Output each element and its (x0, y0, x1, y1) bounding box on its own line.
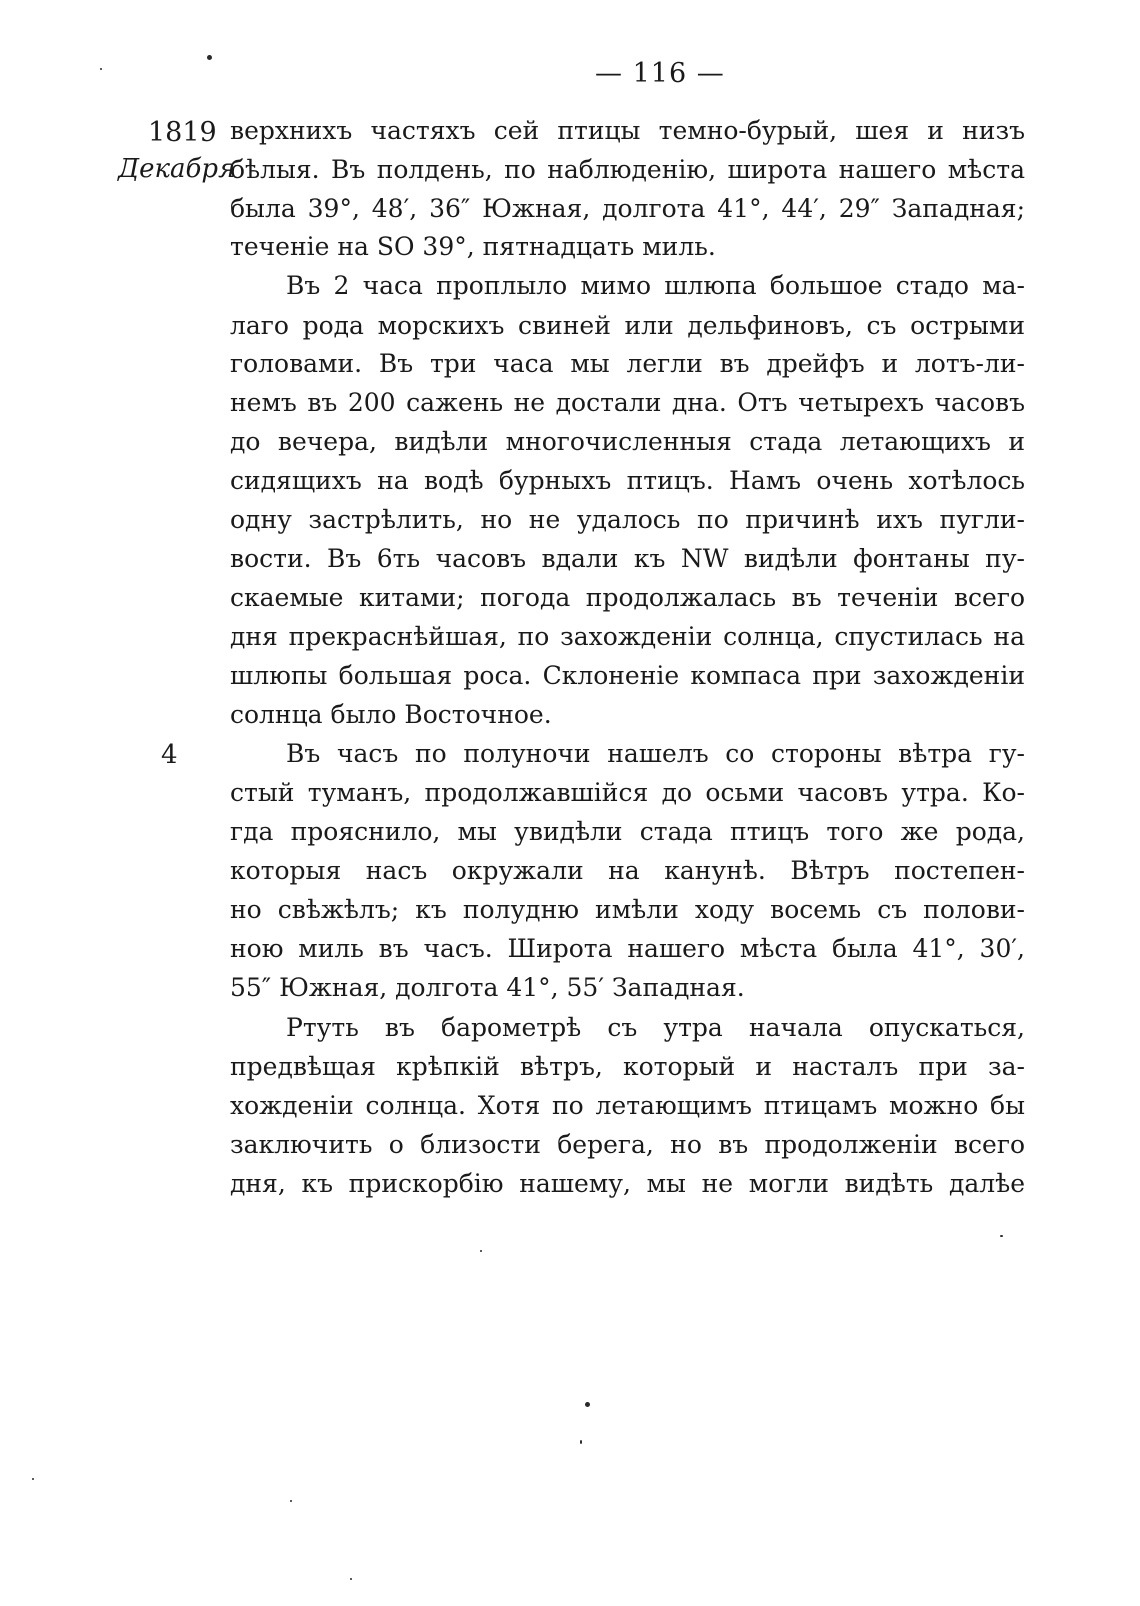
text-line: немъ въ 200 сажень не достали дна. Отъ четырехъ часовъ (230, 388, 1025, 417)
scan-speck (1000, 1235, 1003, 1237)
scan-speck (350, 1578, 352, 1580)
text-line: шлюпы большая роса. Склоненіе компаса при захожденіи (230, 661, 1025, 690)
margin-day: 4 (161, 740, 178, 770)
text-line: вости. Въ 6ть часовъ вдали къ NW видѣли фонтаны пу- (230, 544, 1025, 573)
text-line: предвѣщая крѣпкій вѣтръ, который и насталъ при за- (230, 1052, 1025, 1081)
scan-speck (290, 1500, 292, 1502)
text-line: была 39°, 48′, 36″ Южная, долгота 41°, 44′, 29″ Западная; (230, 194, 1025, 223)
text-line: скаемые китами; погода продолжалась въ теченіи всего (230, 583, 1025, 612)
scan-speck (207, 55, 212, 60)
text-line: 55″ Южная, долгота 41°, 55′ Западная. (230, 973, 745, 1002)
scan-speck (480, 1250, 482, 1252)
text-line: теченіе на SO 39°, пятнадцать миль. (230, 232, 716, 261)
scan-speck (580, 1440, 582, 1444)
text-line: гда прояснило, мы увидѣли стада птицъ того же рода, (230, 817, 1025, 846)
text-line: которыя насъ окружали на канунѣ. Вѣтръ постепен- (230, 856, 1025, 885)
margin-year: 1819 (148, 117, 217, 148)
text-line: хожденіи солнца. Хотя по летающимъ птицамъ можно бы (230, 1091, 1025, 1120)
text-line: дня, къ прискорбію нашему, мы не могли видѣть далѣе (230, 1169, 1025, 1198)
text-line: но свѣжѣлъ; къ полудню имѣли ходу восемь съ полови- (230, 895, 1025, 924)
page-number: — 116 — (595, 58, 725, 89)
text-line: Въ часъ по полуночи нашелъ со стороны вѣтра гу- (286, 739, 1025, 768)
text-line: лаго рода морскихъ свиней или дельфиновъ, съ острыми (230, 311, 1025, 340)
text-line: дня прекраснѣйшая, по захожденіи солнца, спустилась на (230, 622, 1025, 651)
text-line: стый туманъ, продолжавшійся до осьми часовъ утра. Ко- (230, 778, 1025, 807)
text-line: заключить о близости берега, но въ продолженіи всего (230, 1130, 1025, 1159)
text-line: верхнихъ частяхъ сей птицы темно-бурый, шея и низъ (230, 116, 1025, 145)
margin-month: Декабря (118, 154, 236, 184)
text-line: Въ 2 часа проплыло мимо шлюпа большое стадо ма- (286, 271, 1025, 300)
scan-speck (32, 1478, 34, 1480)
text-line: солнца было Восточное. (230, 700, 552, 729)
text-line: ною миль въ часъ. Широта нашего мѣста была 41°, 30′, (230, 934, 1025, 963)
scan-speck (585, 1402, 590, 1407)
text-line: до вечера, видѣли многочисленныя стада летающихъ и (230, 427, 1025, 456)
text-line: сидящихъ на водѣ бурныхъ птицъ. Намъ очень хотѣлось (230, 466, 1025, 495)
text-line: одну застрѣлить, но не удалось по причинѣ ихъ пугли- (230, 505, 1025, 534)
text-line: бѣлыя. Въ полдень, по наблюденію, широта нашего мѣста (230, 155, 1025, 184)
text-line: Ртуть въ барометрѣ съ утра начала опускаться, (286, 1013, 1025, 1042)
text-line: головами. Въ три часа мы легли въ дрейфъ и лотъ-ли- (230, 349, 1025, 378)
scan-speck (100, 68, 102, 70)
